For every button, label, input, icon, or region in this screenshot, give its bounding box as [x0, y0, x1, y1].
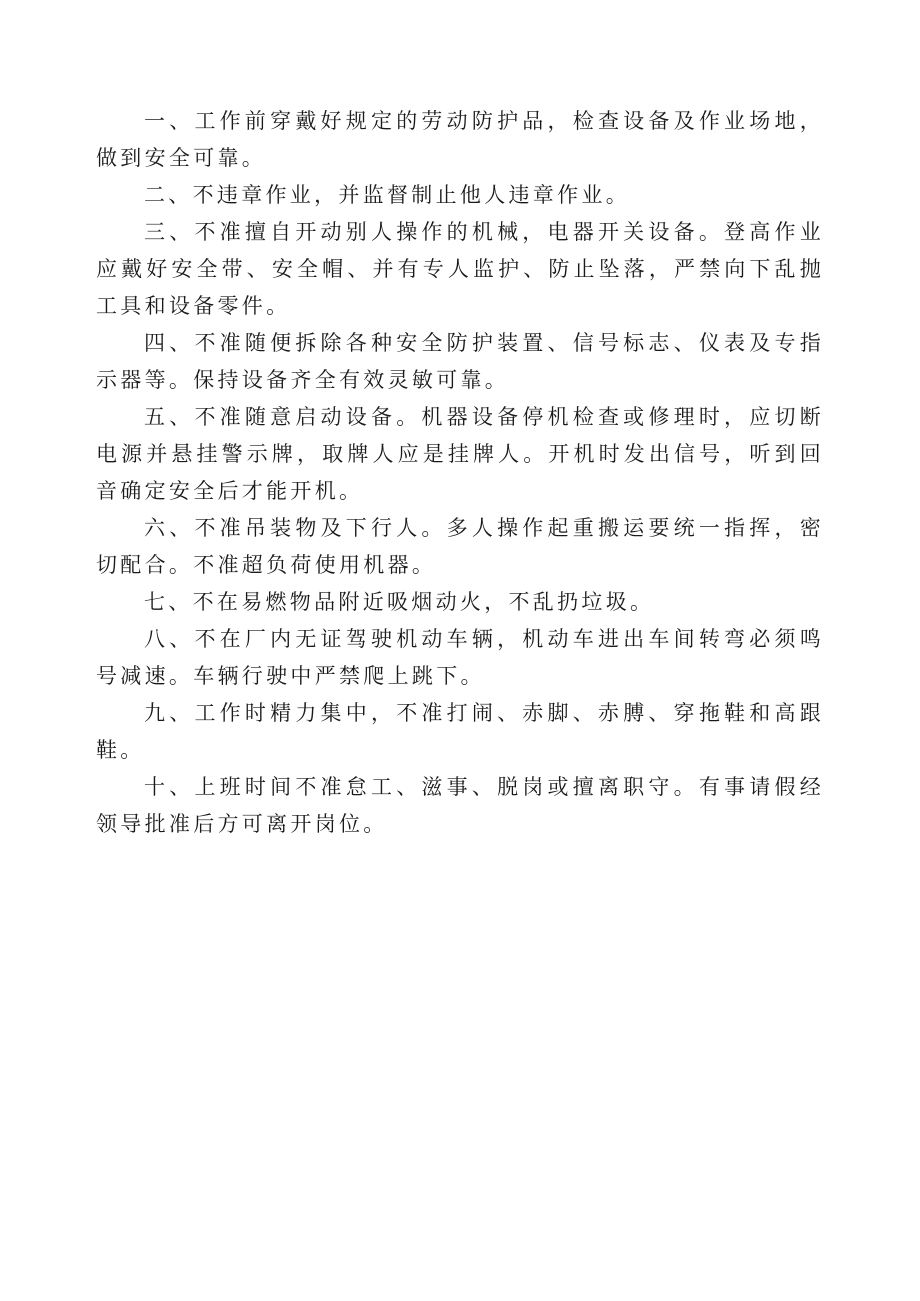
- rule-paragraph-9: 九、工作时精力集中，不准打闹、赤脚、赤膊、穿拖鞋和高跟鞋。: [96, 701, 824, 762]
- rule-paragraph-3: 三、不准擅自开动别人操作的机械，电器开关设备。登高作业应戴好安全带、安全帽、并有专人监护、防止坠落，严禁向下乱抛工具和设备零件。: [96, 220, 824, 318]
- rule-paragraph-1: 一、工作前穿戴好规定的劳动防护品，检查设备及作业场地，做到安全可靠。: [96, 109, 824, 170]
- rule-paragraph-7: 七、不在易燃物品附近吸烟动火，不乱扔垃圾。: [144, 590, 655, 614]
- document-body: [96, 103, 824, 843]
- rule-paragraph-10: 十、上班时间不准怠工、滋事、脱岗或擅离职守。有事请假经领导批准后方可离开岗位。: [96, 775, 824, 836]
- rule-paragraph-8: 八、不在厂内无证驾驶机动车辆，机动车进出车间转弯必须鸣号减速。车辆行驶中严禁爬上跳下。: [96, 627, 824, 688]
- rule-paragraph-5: 五、不准随意启动设备。机器设备停机检查或修理时，应切断电源并悬挂警示牌，取牌人应是挂牌人。开机时发出信号，听到回音确定安全后才能开机。: [96, 405, 824, 503]
- rule-paragraph-6: 六、不准吊装物及下行人。多人操作起重搬运要统一指挥，密切配合。不准超负荷使用机器。: [96, 516, 824, 577]
- rule-paragraph-4: 四、不准随便拆除各种安全防护装置、信号标志、仪表及专指示器等。保持设备齐全有效灵敏可靠。: [96, 331, 824, 392]
- rule-paragraph-2: 二、不违章作业，并监督制止他人违章作业。: [144, 183, 630, 207]
